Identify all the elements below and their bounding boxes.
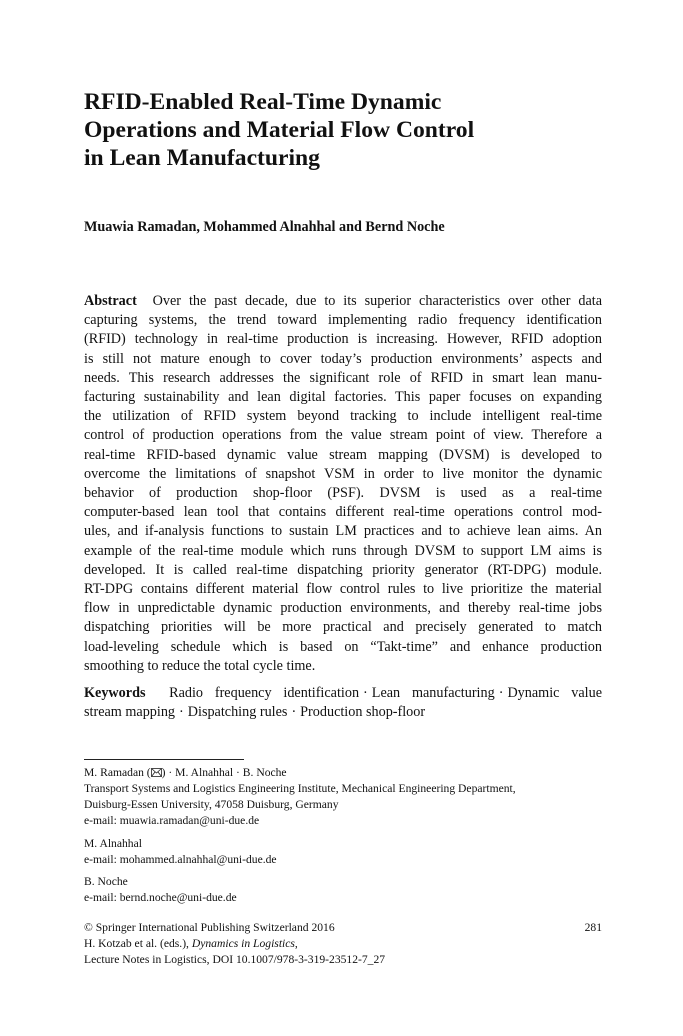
title-line: in Lean Manufacturing [84, 145, 320, 171]
keywords [84, 684, 602, 722]
abstract-line: computer-based lean tool that contains different real-time operations control mod- [84, 504, 602, 521]
affiliation-block-3 [84, 874, 237, 906]
title-line: RFID-Enabled Real-Time Dynamic [84, 89, 442, 115]
abstract-line: real-time RFID-based dynamic value stream mapping (DVSM) is developed to [84, 446, 602, 463]
footnote-rule [84, 759, 244, 760]
email-alnahhal[interactable]: e-mail: mohammed.alnahhal@uni-due.de [84, 853, 277, 866]
corresponding-authors: M. Ramadan ( ) · M. Alnahhal · B. Noche [84, 766, 287, 779]
address: Duisburg-Essen University, 47058 Duisburg, Germany [84, 798, 339, 811]
keyword-separator: · [291, 704, 297, 721]
email-ramadan[interactable]: e-mail: muawia.ramadan@uni-due.de [84, 814, 260, 827]
publication-info [84, 920, 602, 968]
email-noche[interactable]: e-mail: bernd.noche@uni-due.de [84, 891, 237, 904]
abstract-line: flow in unpredictable dynamic production environments, and thereby real-time jobs [84, 600, 602, 617]
abstract-line: example of the real-time module which runs through DVSM to support LM aims is [84, 542, 602, 559]
keyword: Dispatching rules [187, 704, 288, 721]
abstract-line: load-leveling schedule which is based on “Takt-time” and enhance production [84, 638, 602, 655]
abstract-line: capturing systems, the trend toward implementing radio frequency identification [84, 312, 602, 329]
series-doi: Lecture Notes in Logistics, DOI 10.1007/978-3-319-23512-7_27 [84, 953, 386, 966]
keywords-label: Keywords [84, 685, 146, 701]
abstract-line: facturing sustainability and lean digital factories. This paper focuses on expanding [84, 389, 602, 406]
abstract-line: behavior of production shop-floor (PSF). DVSM is used as a real-time [84, 485, 602, 502]
abstract-line: overcome the limitations of snapshot VSM in order to live monitor the dynamic [84, 465, 602, 482]
copyright-row [84, 920, 602, 936]
abstract-line: RT-DPG contains different material flow control rules to live prioritize the material [84, 581, 602, 598]
abstract-line: developed. It is called real-time dispatching priority generator (RT-DPG) module. [84, 561, 602, 578]
keyword-separator: · [363, 685, 368, 701]
author-name: B. Noche [84, 875, 128, 888]
abstract-line: dispatching priorities will be more practical and precisely generated to match [84, 619, 602, 636]
keyword: Lean manufacturing [371, 685, 495, 701]
keyword: stream mapping [84, 704, 176, 721]
abstract-line: smoothing to reduce the total cycle time. [84, 657, 316, 674]
abstract-line: (RFID) technology in real-time production is increasing. However, RFID adoption [84, 331, 602, 348]
envelope-icon [151, 768, 162, 777]
keywords-line [84, 684, 602, 703]
affiliation-block-1 [84, 765, 516, 829]
book-citation: H. Kotzab et al. (eds.), Dynamics in Logistics, [84, 937, 298, 950]
author-list: Muawia Ramadan, Mohammed Alnahhal and Bernd Noche [84, 219, 445, 235]
keyword: Dynamic value [507, 685, 602, 701]
abstract-label: Abstract [84, 293, 137, 309]
page-number: 281 [584, 921, 602, 934]
abstract-line: the utilization of RFID system beyond tracking to include intelligent real-time [84, 408, 602, 425]
book-title: Dynamics in Logistics [191, 937, 295, 950]
copyright-notice: © Springer International Publishing Switzerland 2016 [84, 921, 335, 934]
keyword-separator: · [498, 685, 504, 701]
title-line: Operations and Material Flow Control [84, 117, 475, 143]
keyword: Radio frequency identification [169, 685, 360, 701]
keywords-line [84, 703, 602, 722]
abstract-line: ules, and if-analysis functions to sustain LM practices and to achieve lean aims. An [84, 523, 602, 540]
keyword-separator: · [179, 704, 184, 721]
institute: Transport Systems and Logistics Engineering Institute, Mechanical Engineering Department, [84, 782, 516, 795]
paper-title [84, 88, 602, 172]
abstract-line: is still not mature enough to cover today’s production environments’ aspects and [84, 350, 602, 367]
abstract [84, 292, 602, 676]
abstract-line: needs. This research addresses the significant role of RFID in smart lean manu- [84, 369, 602, 386]
affiliation-block-2 [84, 836, 277, 868]
author-name: M. Alnahhal [84, 837, 142, 850]
abstract-line: control of production operations from the value stream point of view. Therefore a [84, 427, 602, 444]
keyword: Production shop-floor [300, 704, 426, 721]
abstract-line: Abstract Over the past decade, due to its superior characteristics over other data [84, 293, 602, 309]
